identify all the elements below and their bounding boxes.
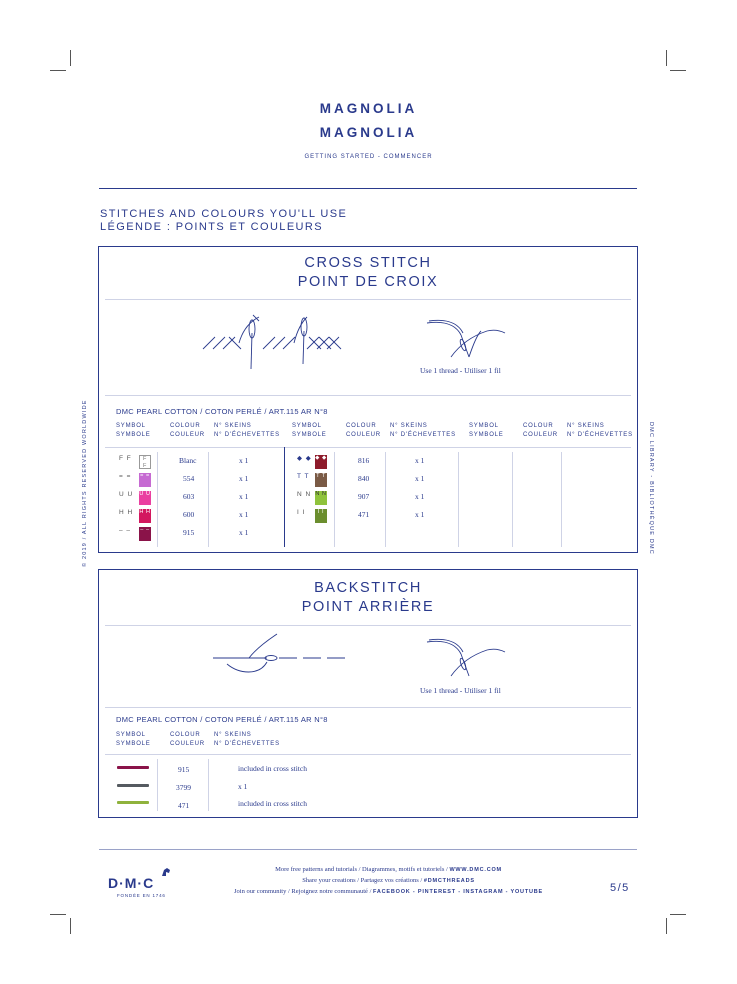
product-label: DMC PEARL COTTON / COTON PERLÉ / ART.115 AR N°8 [116, 715, 328, 724]
colour-code: 600 [183, 510, 195, 519]
header-colour: COLOUR COULEUR [170, 423, 205, 438]
legend-heading-fr: LÉGENDE : POINTS ET COULEURS [100, 221, 323, 233]
divider [105, 625, 631, 626]
skein-count: included in cross stitch [238, 764, 307, 773]
color-swatch: I I [315, 509, 327, 523]
symbol: N N [297, 491, 312, 498]
colour-code: 816 [358, 456, 370, 465]
product-label: DMC PEARL COTTON / COTON PERLÉ / ART.115 AR N°8 [116, 407, 328, 416]
footer-divider [99, 849, 637, 850]
crop-mark [670, 70, 686, 71]
header-colour: COLOUR COULEUR [170, 732, 205, 747]
skein-count: x 1 [415, 456, 425, 465]
color-swatch: – – [139, 527, 151, 541]
backstitch-diagram-icon [209, 630, 359, 680]
skein-count: x 1 [239, 492, 249, 501]
cross-stitch-title: CROSS STITCH [304, 255, 432, 271]
symbol: U U [119, 491, 134, 498]
page-title: MAGNOLIA [319, 101, 418, 116]
footer-line-3: Join our community / Rejoignez notre communauté / FACEBOOK - PINTEREST - INSTAGRAM - YOUTUBE [234, 888, 543, 895]
column-divider [334, 452, 335, 547]
cross-stitch-title-fr: POINT DE CROIX [297, 274, 439, 290]
copyright-side-text: © 2019 / ALL RIGHTS RESERVED WORLDWIDE [82, 399, 88, 567]
crop-mark [50, 914, 66, 915]
header-symbol: SYMBOL SYMBOLE [116, 423, 151, 438]
hashtag-link[interactable]: #DMCTHREADS [423, 878, 475, 884]
thread-note: Use 1 thread - Utiliser 1 fil [420, 686, 501, 695]
header-skeins: N° SKEINS N° D'ÉCHEVETTES [214, 732, 280, 747]
column-divider [284, 447, 285, 547]
header-colour: COLOUR COULEUR [523, 423, 558, 438]
colour-code: 603 [183, 492, 195, 501]
symbol: ◆ ◆ [297, 455, 312, 462]
legend-heading-en: STITCHES AND COLOURS YOU'LL USE [100, 208, 348, 220]
column-divider [385, 452, 386, 547]
skein-count: x 1 [239, 528, 249, 537]
color-swatch: U U [139, 491, 151, 505]
dmc-logo: D·M·C [108, 875, 155, 891]
library-side-text: DMC LIBRARY - BIBLIOTHÈQUE DMC [648, 422, 654, 555]
cross-stitch-diagram-icon [199, 309, 349, 379]
colour-code: 840 [358, 474, 370, 483]
symbol: I I [297, 509, 306, 516]
divider [105, 447, 631, 448]
column-divider [208, 452, 209, 547]
crop-mark [70, 918, 71, 934]
colour-code: 915 [178, 765, 190, 774]
color-swatch: T T [315, 473, 327, 487]
cross-stitch-panel [98, 246, 638, 553]
page-title-fr: MAGNOLIA [319, 125, 418, 140]
colour-code: 907 [358, 492, 370, 501]
divider [105, 707, 631, 708]
backstitch-panel [98, 569, 638, 818]
symbol: H H [119, 509, 134, 516]
color-swatch: = = [139, 473, 151, 487]
header-symbol: SYMBOL SYMBOLE [116, 732, 151, 747]
backstitch-title-fr: POINT ARRIÈRE [301, 599, 435, 615]
symbol: – – [119, 527, 132, 534]
column-divider [208, 759, 209, 811]
color-swatch: ◆ ◆ [315, 455, 327, 469]
header-skeins: N° SKEINS N° D'ÉCHEVETTES [214, 423, 280, 438]
column-divider [512, 452, 513, 547]
colour-code: 471 [358, 510, 370, 519]
header-symbol: SYMBOL SYMBOLE [292, 423, 327, 438]
column-divider [157, 452, 158, 547]
website-link[interactable]: WWW.DMC.COM [449, 867, 502, 873]
skein-count: x 1 [239, 474, 249, 483]
color-swatch: F F [139, 455, 151, 469]
backstitch-title: BACKSTITCH [314, 580, 422, 596]
skein-count: x 1 [415, 510, 425, 519]
backstitch-swatch [117, 801, 149, 804]
social-links[interactable]: FACEBOOK - PINTEREST - INSTAGRAM - YOUTUBE [373, 889, 543, 895]
crop-mark [50, 70, 66, 71]
thread-note: Use 1 thread - Utiliser 1 fil [420, 366, 501, 375]
header-symbol: SYMBOL SYMBOLE [469, 423, 504, 438]
crop-mark [666, 50, 667, 66]
colour-code: Blanc [179, 456, 197, 465]
colour-code: 915 [183, 528, 195, 537]
crop-mark [70, 50, 71, 66]
divider [105, 754, 631, 755]
page-number: 5/5 [610, 882, 630, 894]
single-thread-icon [421, 317, 521, 365]
skein-count: included in cross stitch [238, 799, 307, 808]
colour-code: 554 [183, 474, 195, 483]
divider [105, 299, 631, 300]
header-colour: COLOUR COULEUR [346, 423, 381, 438]
single-thread-icon [421, 636, 521, 684]
crop-mark [666, 918, 667, 934]
header-divider [99, 188, 637, 189]
skein-count: x 1 [415, 474, 425, 483]
backstitch-swatch [117, 784, 149, 787]
column-divider [157, 759, 158, 811]
colour-code: 3799 [176, 783, 191, 792]
column-divider [458, 452, 459, 547]
divider [105, 395, 631, 396]
skein-count: x 1 [239, 510, 249, 519]
color-swatch: N N [315, 491, 327, 505]
dmc-logo-subtitle: FONDÉE EN 1746 [117, 893, 166, 898]
skein-count: x 1 [415, 492, 425, 501]
color-swatch: H H [139, 509, 151, 523]
skein-count: x 1 [238, 782, 248, 791]
backstitch-swatch [117, 766, 149, 769]
symbol: = = [119, 473, 132, 480]
skein-count: x 1 [239, 456, 249, 465]
symbol: F F [119, 455, 132, 462]
column-divider [561, 452, 562, 547]
colour-code: 471 [178, 801, 190, 810]
crop-mark [670, 914, 686, 915]
footer-line-2: Share your creations / Partagez vos créations / #DMCTHREADS [302, 877, 475, 884]
page-subtitle: GETTING STARTED - COMMENCER [304, 154, 433, 160]
header-skeins: N° SKEINS N° D'ÉCHEVETTES [567, 423, 633, 438]
symbol: T T [297, 473, 310, 480]
footer-line-1: More free patterns and tutorials / Diagrammes, motifs et tutoriels / WWW.DMC.COM [275, 866, 502, 873]
header-skeins: N° SKEINS N° D'ÉCHEVETTES [390, 423, 456, 438]
